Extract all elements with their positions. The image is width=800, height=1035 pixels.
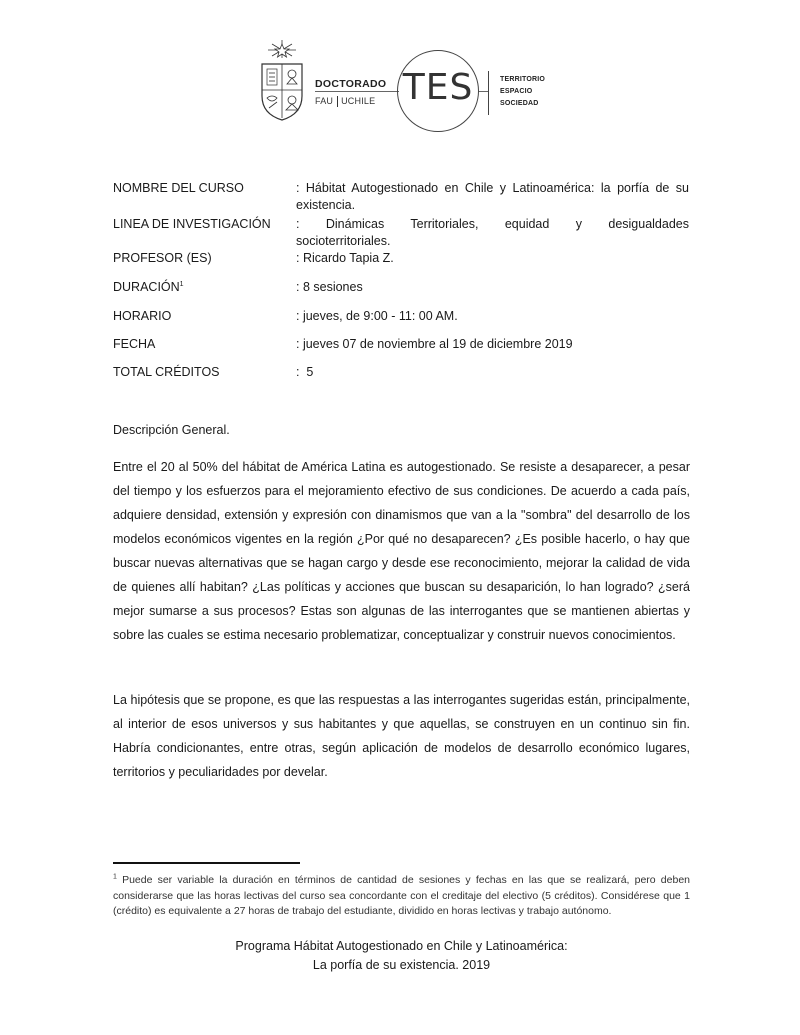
info-value: : jueves 07 de noviembre al 19 de diciembre 2019 (296, 337, 573, 351)
faculty-label (315, 96, 375, 107)
paragraph: Entre el 20 al 50% del hábitat de América Latina es autogestionado. Se resiste a desaparecer, a pesar del tiempo y los esfuerzos para el mejoramiento efectivo de sus condiciones. De acuerdo a cada país, adquiere densidad, extensión y expresión con dinamismos que van a la "sombra" del desarrollo de los modelos económicos vigentes en la región ¿Por qué no desaparecen? ¿Es posible hacerlo, o hay que buscar nuevas alternativas que se hagan cargo y desde ese reconocimiento, mejorar la calidad de vida de quienes allí habitan? ¿Las políticas y acciones que buscan su desaparición, lo han logrado? ¿será mejor sumarse a sus procesos? Estas son algunas de las interrogantes que se mantienen abiertas y sobre las cuales se estima necesario problematizar, conceptualizar y construir nuevos conocimientos. (113, 460, 690, 642)
footnote (113, 873, 690, 920)
fau-text: FAU (315, 96, 334, 106)
footnote-text: Puede ser variable la duración en términos de cantidad de sesiones y fechas en las que se realizará, pero deben considerarse que las horas lectivas del curso sea concordante con el creditaje del electivo (5 créditos). Considérese que 1 (crédito) es equivalente a 27 horas de trabajo del estudiante, dividido en horas lectivas y trabajo autónomo. (113, 874, 690, 917)
uchile-text: UCHILE (341, 96, 376, 106)
footnote-rule (113, 862, 300, 864)
info-label: FECHA (113, 337, 156, 351)
tes-logo-text: TES (402, 67, 474, 108)
fau-separator (337, 96, 338, 107)
logo-connector (315, 91, 399, 92)
tes-divider (488, 71, 489, 115)
tes-word-sociedad: SOCIEDAD (500, 100, 539, 107)
info-value: : 5 (296, 365, 314, 379)
info-label: HORARIO (113, 309, 172, 323)
footer-line: La porfía de su existencia. 2019 (312, 958, 491, 972)
page-footer (113, 937, 690, 975)
info-value-line: socioterritoriales. (296, 234, 391, 248)
info-label: PROFESOR (ES) (113, 251, 212, 265)
info-value (296, 216, 689, 250)
paragraph: La hipótesis que se propone, es que las respuestas a las interrogantes sugeridas están, principalmente, al interior de esos universos y sus habitantes y que aquellas, se construyen en un continuo sin fin. Habría condicionantes, entre otras, según aplicación de modelos de desarrollo económico lugares, territorios y peculiaridades por develar. (113, 693, 690, 779)
info-value-line: : Dinámicas Territoriales, equidad y desigualdades (296, 217, 689, 231)
section-title: Descripción General. (113, 423, 230, 437)
info-label: TOTAL CRÉDITOS (113, 365, 220, 379)
university-crest-icon (258, 38, 306, 122)
info-value: : 8 sesiones (296, 280, 363, 294)
footnote-mark: 1 (113, 873, 117, 881)
footnote-mark: 1 (179, 280, 184, 288)
info-label (113, 279, 293, 296)
tes-word-territorio: TERRITORIO (500, 76, 546, 83)
info-value: : jueves, de 9:00 - 11: 00 AM. (296, 309, 458, 323)
footer-line: Programa Hábitat Autogestionado en Chile y Latinoamérica: (235, 939, 568, 953)
info-value: : Hábitat Autogestionado en Chile y Latinoamérica: la porfía de su existencia. (296, 181, 689, 212)
info-label: LINEA DE INVESTIGACIÓN (113, 217, 271, 231)
tes-word-espacio: ESPACIO (500, 88, 533, 95)
page-header (258, 38, 558, 124)
program-name: DOCTORADO (315, 78, 387, 90)
duracion-label: DURACIÓN (113, 280, 180, 294)
info-label: NOMBRE DEL CURSO (113, 181, 244, 195)
info-value: : Ricardo Tapia Z. (296, 251, 394, 265)
tes-connector (479, 91, 488, 92)
tes-words (500, 74, 545, 110)
